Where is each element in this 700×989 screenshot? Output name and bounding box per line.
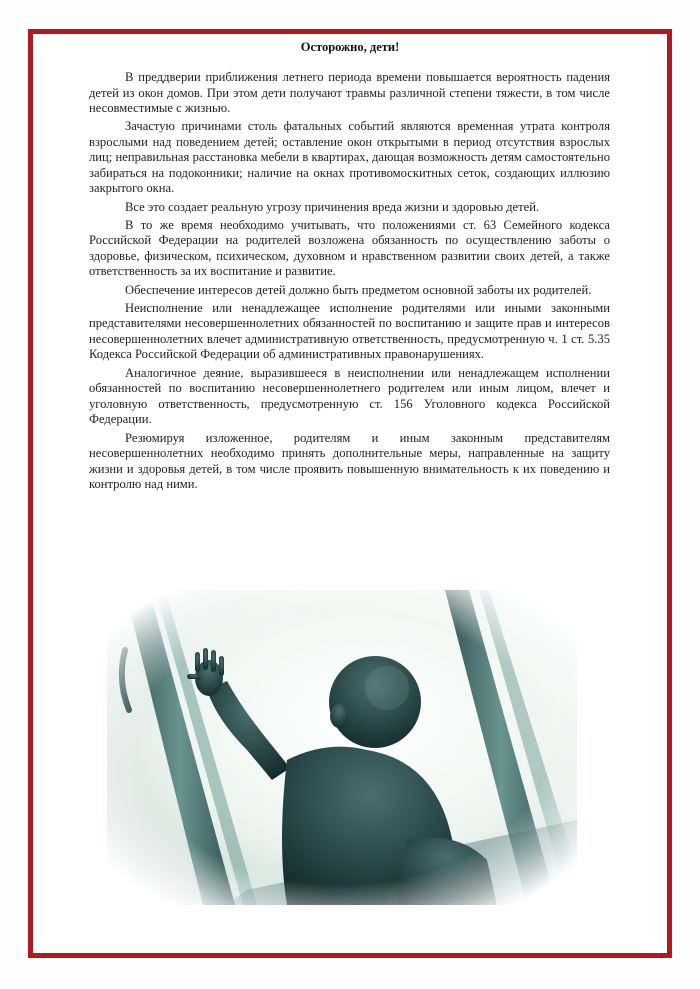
paragraph-7: Аналогичное деяние, выразившееся в неисполнении или ненадлежащем исполнении обязанностей по воспитанию несовершеннолетнего родителем или иным лицом, влечет и уголовную ответственность, предусмотренную ст. 156 Уголовного кодекса Российской Федерации. [89, 365, 610, 427]
paragraph-8: Резюмируя изложенное, родителям и иным законным представителям несовершеннолетних необходимо принять дополнительные меры, направленные на защиту жизни и здоровья детей, в том числе проявить повышенную внимательность к их поведению и контролю над ними. [89, 430, 610, 492]
paragraph-3: Все это создает реальную угрозу причинения вреда жизни и здоровью детей. [125, 199, 540, 214]
paragraph-4: В то же время необходимо учитывать, что положениями ст. 63 Семейного кодекса Российской Федерации на родителей возложена обязанность по осуществлению заботы о здоровье, физическом, психическом, духовном и нравственном развитии своих детей, а также ответственность за их воспитание и развитие. [89, 217, 610, 279]
document-title: Осторожно, дети! [300, 40, 400, 54]
paragraph-6: Неисполнение или ненадлежащее исполнение родителями или иными законными представителями несовершеннолетних обязанностей по воспитанию и защите прав и интересов несовершеннолетних влечет административную ответственность, предусмотренную ч. 1 ст. 5.35 Кодекса Российской Федерации об административных правонарушениях. [89, 300, 610, 362]
paragraph-1: В преддверии приближения летнего периода времени повышается вероятность падения детей из окон домов. При этом дети получают травмы различной степени тяжести, в том числе несовместимые с жизнью. [89, 70, 610, 115]
document-body [89, 70, 610, 495]
paragraph-5: Обеспечение интересов детей должно быть предметом основной заботы их родителей. [125, 282, 592, 297]
child-at-window-photo [107, 590, 577, 905]
paragraph-2: Зачастую причинами столь фатальных событий являются временная утрата контроля взрослыми над поведением детей; оставление окон открытыми в период отсутствия взрослых лиц; неправильная расстановка мебели в квартирах, дающая возможность детям самостоятельно забираться на подоконники; наличие на окнах противомоскитных сеток, создающих иллюзию закрытого окна. [89, 119, 610, 196]
